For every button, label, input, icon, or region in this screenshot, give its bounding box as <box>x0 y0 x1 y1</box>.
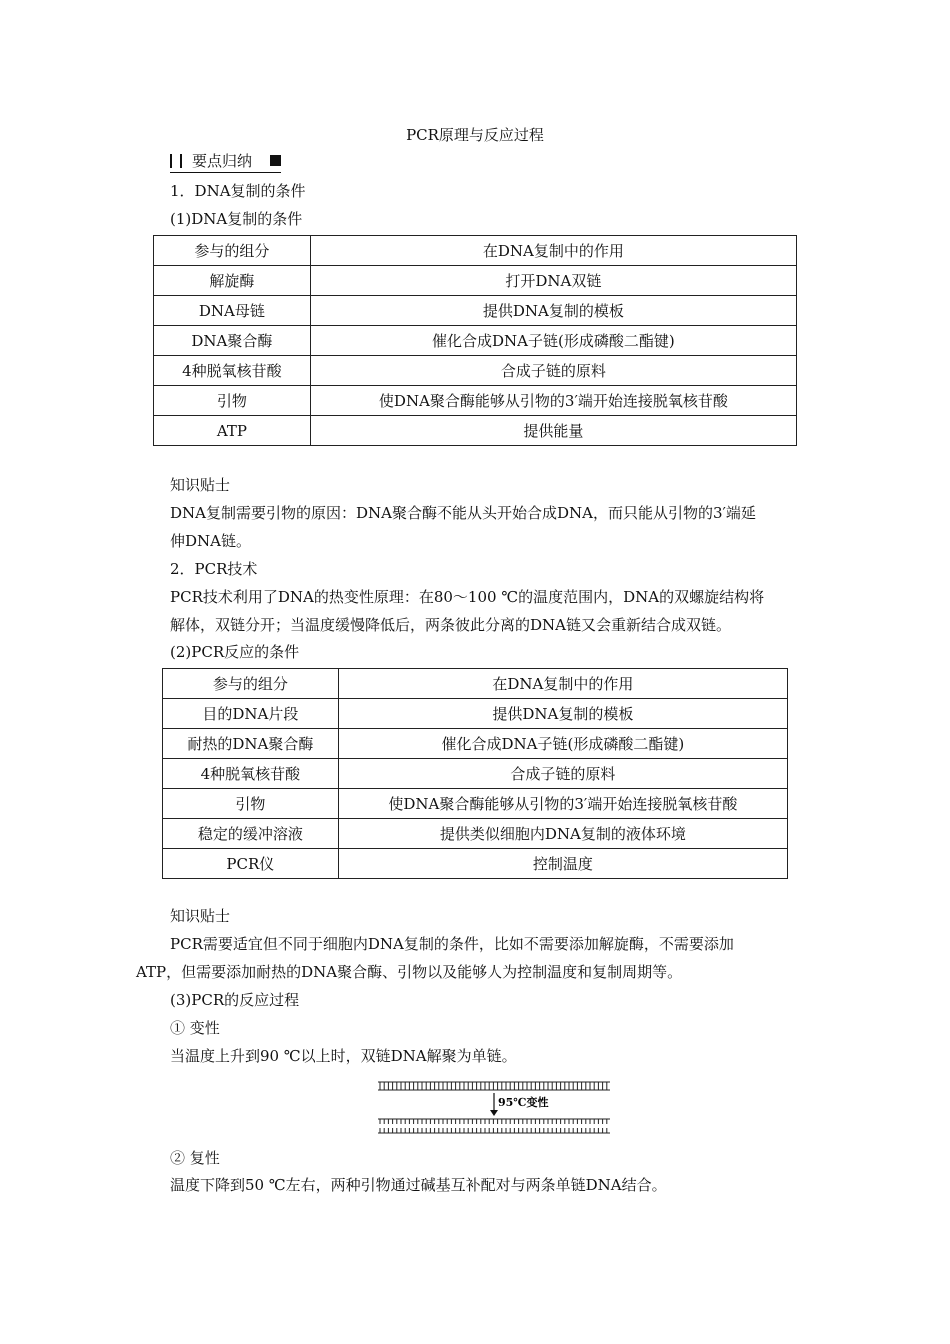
section-1-heading: 1．DNA复制的条件 <box>170 182 306 200</box>
table-cell: 耐热的DNA聚合酶 <box>163 729 339 759</box>
pcr-conditions-table <box>162 668 788 879</box>
table-row <box>154 386 797 416</box>
table-cell: ATP <box>154 416 311 446</box>
table-row <box>163 789 788 819</box>
table-row <box>154 326 797 356</box>
table-row <box>163 819 788 849</box>
table-cell: DNA聚合酶 <box>154 326 311 356</box>
step-1-label: ① 变性 <box>170 1019 220 1037</box>
tip-2-line-1: PCR需要适宜但不同于细胞内DNA复制的条件，比如不需要添加解旋酶，不需要添加 <box>170 935 734 953</box>
figure-label: 95℃变性 <box>498 1096 549 1109</box>
section-2-para-line-1: PCR技术利用了DNA的热变性原理：在80～100 ℃的温度范围内，DNA的双螺旋结构将 <box>170 588 765 606</box>
table-header-row <box>154 236 797 266</box>
table-row <box>163 759 788 789</box>
table-row <box>154 416 797 446</box>
step-1-text: 当温度上升到90 ℃以上时，双链DNA解聚为单链。 <box>170 1047 517 1065</box>
table-cell: 提供类似细胞内DNA复制的液体环境 <box>338 819 787 849</box>
table-cell: 使DNA聚合酶能够从引物的3′端开始连接脱氧核苷酸 <box>338 789 787 819</box>
table-row <box>154 296 797 326</box>
section-2-para-line-2: 解体，双链分开；当温度缓慢降低后，两条彼此分离的DNA链又会重新结合成双链。 <box>170 616 731 634</box>
table-cell: 解旋酶 <box>154 266 311 296</box>
table-row <box>163 849 788 879</box>
table-cell: 提供DNA复制的模板 <box>338 699 787 729</box>
table-row <box>163 699 788 729</box>
section-2-heading: 2．PCR技术 <box>170 560 258 578</box>
table-cell: 提供DNA复制的模板 <box>310 296 796 326</box>
section-1-subheading: (1)DNA复制的条件 <box>170 210 303 228</box>
tip-1-line-2: 伸DNA链。 <box>170 532 251 550</box>
table-cell: 稳定的缓冲溶液 <box>163 819 339 849</box>
black-square-icon <box>270 155 281 166</box>
table-cell: 4种脱氧核苷酸 <box>154 356 311 386</box>
table-cell: 打开DNA双链 <box>310 266 796 296</box>
table-cell: 使DNA聚合酶能够从引物的3′端开始连接脱氧核苷酸 <box>310 386 796 416</box>
table-cell: 提供能量 <box>310 416 796 446</box>
tip-1-line-1: DNA复制需要引物的原因：DNA聚合酶不能从头开始合成DNA，而只能从引物的3′端延 <box>170 504 756 522</box>
denaturation-diagram <box>378 1079 610 1134</box>
table-cell: 引物 <box>163 789 339 819</box>
table-row <box>163 729 788 759</box>
section-2-subheading: (2)PCR反应的条件 <box>170 643 300 661</box>
table-header-row <box>163 669 788 699</box>
table-cell: 合成子链的原料 <box>338 759 787 789</box>
page-title: PCR原理与反应过程 <box>406 126 544 144</box>
step-2-text: 温度下降到50 ℃左右，两种引物通过碱基互补配对与两条单链DNA结合。 <box>170 1176 667 1194</box>
table-header-cell: 参与的组分 <box>154 236 311 266</box>
table-cell: DNA母链 <box>154 296 311 326</box>
table-cell: 催化合成DNA子链(形成磷酸二酯键) <box>338 729 787 759</box>
table-cell: PCR仪 <box>163 849 339 879</box>
section-bars-icon <box>170 154 182 168</box>
table-row <box>154 356 797 386</box>
table-header-cell: 在DNA复制中的作用 <box>310 236 796 266</box>
tip-2-label: 知识贴士 <box>170 907 231 925</box>
table-cell: 目的DNA片段 <box>163 699 339 729</box>
table-header-cell: 在DNA复制中的作用 <box>338 669 787 699</box>
table-cell: 引物 <box>154 386 311 416</box>
table-cell: 合成子链的原料 <box>310 356 796 386</box>
section-label: 要点归纳 <box>192 152 253 170</box>
tip-1-label: 知识贴士 <box>170 476 231 494</box>
table-cell: 控制温度 <box>338 849 787 879</box>
tip-2-line-2: ATP，但需要添加耐热的DNA聚合酶、引物以及能够人为控制温度和复制周期等。 <box>136 963 683 981</box>
step-2-label: ② 复性 <box>170 1149 220 1167</box>
table-cell: 催化合成DNA子链(形成磷酸二酯键) <box>310 326 796 356</box>
table-row <box>154 266 797 296</box>
section-header <box>170 150 281 173</box>
table-header-cell: 参与的组分 <box>163 669 339 699</box>
arrow-down-icon <box>490 1110 498 1116</box>
table-cell: 4种脱氧核苷酸 <box>163 759 339 789</box>
dna-replication-table <box>153 235 797 446</box>
section-3-subheading: (3)PCR的反应过程 <box>170 991 300 1009</box>
